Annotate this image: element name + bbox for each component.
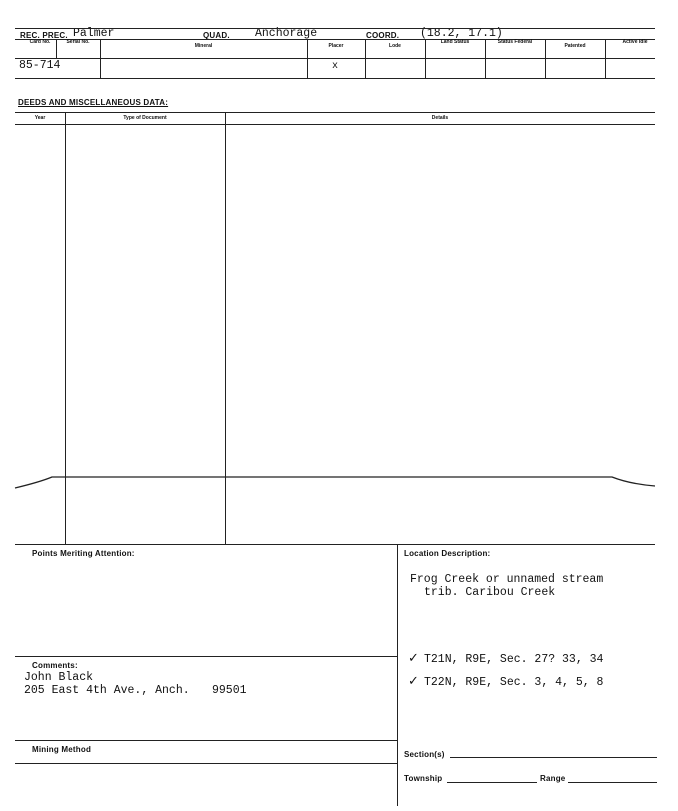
township-line2: T22N, R9E, Sec. 3, 4, 5, 8 (424, 676, 604, 689)
header-table-mid-rule (15, 58, 655, 59)
check-mark-icon: ✓ (408, 651, 419, 666)
coord-label: COORD. (366, 31, 400, 40)
mining-label: Mining Method (32, 745, 92, 754)
rec-prec-value: Palmer (73, 27, 115, 40)
quad-label: QUAD. (203, 31, 230, 40)
placer-mark: x (332, 61, 339, 72)
col-active-idle: Active Idle (622, 39, 648, 45)
deeds-col-type: Type of Document (123, 115, 167, 121)
township-fill-line (447, 782, 537, 783)
col-placer: Placer (328, 43, 344, 49)
header-col-divider (425, 39, 426, 78)
location-desc-line2: trib. Caribou Creek (424, 586, 556, 599)
location-desc-line1: Frog Creek or unnamed stream (410, 573, 604, 586)
lower-center-divider (397, 544, 398, 806)
header-col-divider (56, 39, 57, 58)
col-card-no: Card No. (29, 39, 51, 45)
check-mark-icon: ✓ (408, 674, 419, 689)
location-label: Location Description: (404, 549, 491, 558)
range-label: Range (540, 774, 566, 783)
page-join-line (0, 468, 678, 492)
sections-label: Section(s) (404, 750, 445, 759)
comments-line2-address: 205 East 4th Ave., Anch. (24, 684, 190, 697)
points-label: Points Meriting Attention: (32, 549, 135, 558)
deeds-col-year: Year (34, 115, 46, 121)
col-land-status: Land Status (440, 39, 470, 45)
header-table-top-rule (15, 39, 655, 40)
coord-value: (18.2, 17.1) (420, 27, 503, 40)
col-status-federal: Status Federal (497, 39, 533, 45)
col-lode: Lode (389, 43, 401, 49)
comments-label: Comments: (32, 661, 78, 670)
township-line1: T21N, R9E, Sec. 27? 33, 34 (424, 653, 604, 666)
mining-top-rule (15, 740, 397, 741)
comments-line2-zip: 99501 (212, 684, 247, 697)
township-label: Township (404, 774, 443, 783)
mining-bottom-rule (15, 763, 397, 764)
comments-top-rule (15, 656, 397, 657)
comments-line1: John Black (24, 671, 94, 684)
header-col-divider (605, 39, 606, 78)
header-col-divider (485, 39, 486, 78)
quad-value: Anchorage (255, 27, 318, 40)
record-number: 85-714 (19, 59, 61, 72)
sections-fill-line (450, 757, 657, 758)
deeds-header-rule (15, 124, 655, 125)
col-serial-no: Serial No. (66, 39, 90, 45)
deeds-heading: DEEDS AND MISCELLANEOUS DATA: (18, 98, 169, 107)
col-patented: Patented (564, 43, 586, 49)
range-fill-line (568, 782, 657, 783)
lower-top-rule (15, 544, 655, 545)
header-table-bottom-rule (15, 78, 655, 79)
rec-prec-label: REC. PREC. (20, 31, 68, 40)
col-mineral: Mineral (194, 43, 213, 49)
header-top-rule (15, 28, 655, 29)
deeds-col-details: Details (431, 115, 449, 121)
deeds-top-rule (15, 112, 655, 113)
